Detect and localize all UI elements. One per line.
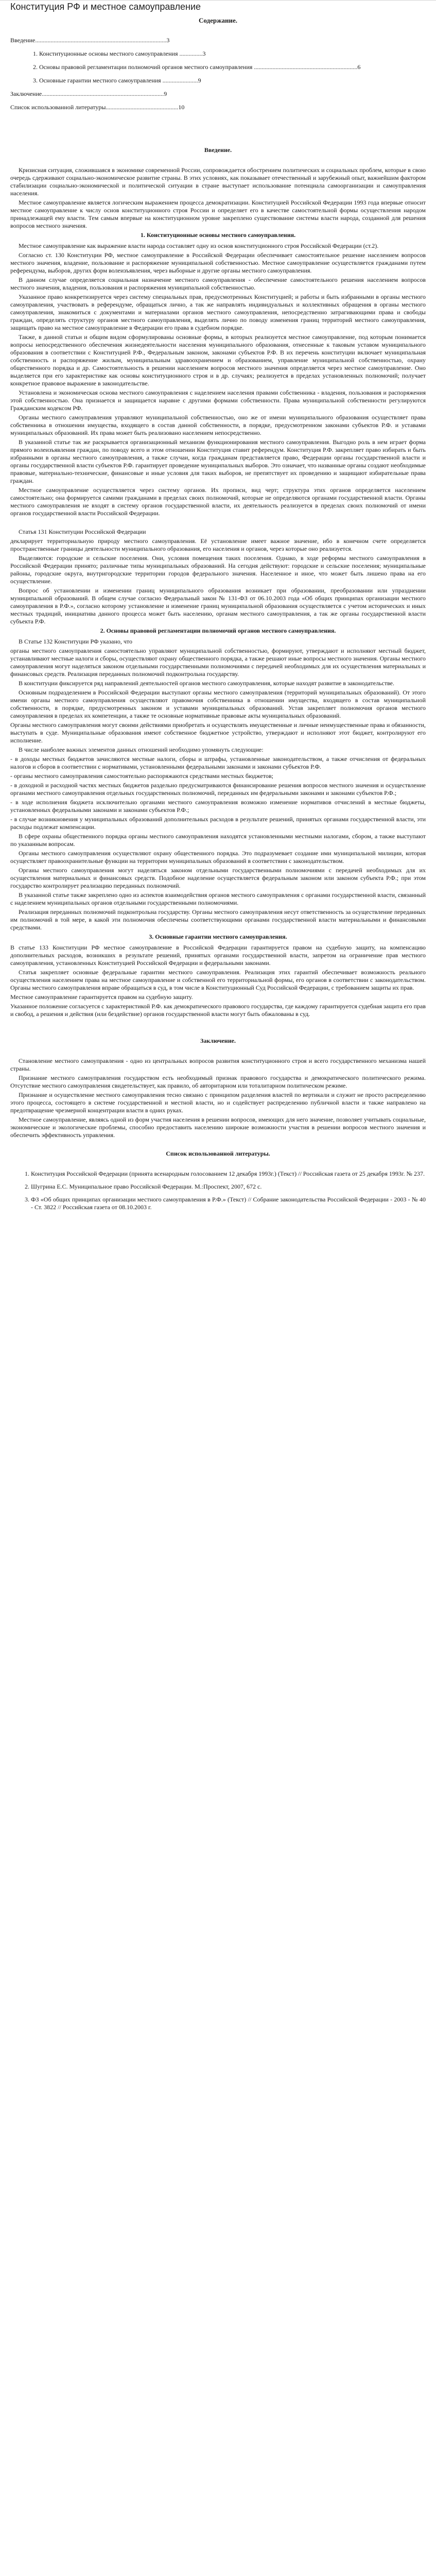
references-list [10,1170,426,1211]
paragraph: Местное самоуправление, являясь одной из форм участия населения в решении вопросов, имеющих для него значение, позволяет учитывать социальные, экономические и экологические проблемы, способно предоставить населению широкие возможности участия в решении вопросов местного значения и обеспечить эффективность управления. [10,1116,426,1139]
toc-item: Заключение...............................................................................9 [10,90,167,97]
conclusion-section [10,1037,426,1139]
intro-section [10,146,426,230]
paragraph: Становление местного самоуправления - одно из центральных вопросов развития конституционного строя и всего государственного механизма нашей страны. [10,1057,426,1072]
toc-item: 1. Конституционные основы местного самоуправления ...............3 [33,50,206,57]
paragraph: Признание и осуществление местного самоуправления тесно связано с принципом разделения властей по вертикали и служит не просто распределению этого процесса, состоящего в системе государственной и местной власти, но и содействует распределению публичной власти и также направлено на предотвращение чрезмерной концентрации власти в одних руках. [10,1091,426,1114]
paragraph: В статье 133 Конституции РФ местное самоуправление в Российской Федерации гарантируется правом на судебную защиту, на компенсацию дополнительных расходов, возникших в результате решений, принятых органами государственной власти, запретом на ограничение прав местного самоуправления, установленных Конституцией Российской Федерации и федеральными законами. [10,944,426,967]
paragraph: - в доходной и расходной частях местных бюджетов раздельно предусматриваются финансирование решения вопросов местного значения и осуществление органами местного самоуправления отдельных государственных полномочий, переданных им федеральными законами и законами субъектов Р.Ф.; [10,782,426,796]
paragraph: Органы местного самоуправления могут своими действиями приобретать и осуществлять имущественные и личные неимущественные права и обязанности, выступать в суде. Муниципальные образования имеют собственное бюджетное устройство, утверждают и исполняют этот бюджет, контролируют его исполнение. [10,721,426,744]
paragraph: Вопрос об установлении и изменении границ муниципального образования возникает при образовании, преобразовании или упразднении муниципальной образований. В общем случае согласно Федеральный закон № 131-ФЗ от 06.10.2003 года «Об общих принципах организации местного самоуправления в Р.Ф.», согласно которому установление и изменение границ муниципальной образования осуществляется с учетом исторических и иных местных традиций, инициатива данного процесса может быть населению, органам местного самоуправления, а так же органы государственной власти субъекта Р.Ф. [10,587,426,625]
references-heading: Список использованной литературы. [166,1150,270,1157]
paragraph: В числе наиболее важных элементов данных отношений необходимо упомянуть следующие: [19,746,264,753]
paragraph: Статья 131 Конституции Российской Федерации [19,528,146,535]
section-3 [10,933,426,1018]
paragraph: Местное самоуправление гарантируется правом на судебную защиту. [10,993,193,1001]
paragraph: Выделяются: городские и сельские поселения. Они, условия помещения таких поселения. Однако, в ходе реформы местного самоуправления в Российской Федерации принято; различные типы муниципальных образований. На сегодня действуют: городские и сельские поселения; муниципальные районы, городские округа, внутригородские территории городов федерального значения. Населенное и иное, что может быть лишено права на его осуществление. [10,554,426,585]
paragraph: - в случае возникновения у муниципальных образований дополнительных расходов в результате решений, принятых органами государственной власти, эти расходы подлежат компенсации. [10,816,426,831]
paragraph: Установлена и экономическая основа местного самоуправления с наделением населения правами собственника - владения, пользования и распоряжения этой собственностью. Она признается и защищается наравне с другими формами собственности. Права муниципальной собственности регулируются Гражданским кодексом РФ. [10,389,426,412]
paragraph: В конституции фиксируется ряд направлений деятельностей органов местного самоуправления, которые находят развитие в законодательстве. [19,680,394,687]
paragraph: В данном случае определяется социальная назначение местного самоуправления - обеспечение самостоятельного решения населением вопросов местного значения, владения, пользования и распоряжения муниципальной собственностью. [10,276,426,291]
section-1-heading: 1. Конституционные основы местного самоуправления. [140,231,296,239]
paragraph: В Статье 132 Конституции РФ указано, что [19,638,133,645]
section-1 [10,231,426,625]
paragraph: Органы местного самоуправления могут наделяться законом отдельными государственными полномочиями с передачей необходимых для их осуществления материальных и финансовых средств. Подобное наделение осуществляется федеральным законом или законом субъекта Р.Ф.; при этом государство контролирует реализацию переданных полномочий. [10,867,426,889]
section-2-heading: 2. Основы правовой регламентации полномочий органов местного самоуправления. [100,627,336,634]
section-3-heading: 3. Основные гарантии местного самоуправления. [149,933,287,940]
document-page [0,0,436,1226]
paragraph: Статья закрепляет основные федеральные гарантии местного самоуправления. Реализация этих гарантий обеспечивает возможность реального осуществления населением права на местное самоуправление и собственной его территориальной формы, его органов в соответствии с законодательством. Органы местного самоуправления вправе обращаться в суд, в том числе в Конституционный Суд Российской Федерации, с требованием защиты их прав. [10,969,426,991]
intro-heading: Введение. [204,146,232,154]
reference-item: 1. Конституция Российской Федерации (принята всенародным голосованием 12 декабря 1993г.) (Текст) // Российская газета от 25 декабря 1993г. № 237. [31,1170,426,1178]
paragraph: Основным подразделением в Российской Федерации выступают органы местного самоуправления (территорий муниципальных образований). От этого имени органы местного самоуправления осуществляют правомочия собственника в отношении имущества, входящего в состав муниципальной собственности, в порядке, предусмотренных законом и уставами муниципальных образований. Устав закрепляет полномочия органов местного самоуправления в пределах их компетенции, а также те основные нормативные правовые акты муниципальных образований. [10,689,426,719]
toc-item: Введение.....................................................................................3 [10,37,170,44]
paragraph: Указанное право конкретизируется через систему специальных прав, предусмотренных Конституцией; и работы и быть избранными в органы местного самоуправления, участвовать в референдуме, обращаться лично, а так же направлять индивидуальных и коллективных обращения в органы местного самоуправления, знакомиться с документами и материалами органов местного самоуправления, непосредственно затрагивающими права и свободы граждан, определять структуру органов местного самоуправления, выделять лично по поводу изменения границ территорий местного самоуправления, защищать право на местное самоуправление в Федерации его права в судебном порядке. [10,293,426,331]
paragraph: Кризисная ситуация, сложившаяся в экономике современной России, сопровождается обострением политических и социальных проблем, которые в свою очередь сдерживают социально-экономическое развитие страны. В этих условиях, как показывает отечественный и зарубежный опыт, важнейшим фактором стабилизации социально-экономической и политической ситуации в стране выступает использование потенциала самоорганизации и самоуправления населения. [10,166,426,197]
conclusion-heading: Заключение. [200,1037,236,1044]
paragraph: Местное самоуправление осуществляется через систему органов. Их прописи, вид черт; структура этих органов определяется населением самостоятельно; она формируется самими гражданами в пределах своих полномочий, которые не определяются органами государственной власти. Органы местного самоуправления не входят в систему органов государственной власти, их деятельность реализуется в пределах своих полномочий от имени органов государственной власти Российской Федерации. [10,486,426,517]
paragraph: органы местного самоуправления самостоятельно управляют муниципальной собственностью, формируют, утверждают и исполняют местный бюджет, устанавливают местные налоги и сборы, осуществляют охрану общественного порядка, а также решают иные вопросы местного значения. Органы местного самоуправления могут наделяться законом отдельными государственными полномочиями с передачей необходимых для их осуществления материальных и финансовых средств. Реализация переданных полномочий подконтрольна государству. [10,647,426,677]
table-of-contents [10,16,426,111]
paragraph: В указанной статье так же раскрывается организационный механизм функционирования местного самоуправления. Выгодно роль в нем играет форма прямого волеизъявления граждан, по поводу всего и этом отношении Конституция ставит референдум. Конституция Р.Ф. закрепляет право избирать и быть избранными в органы местного самоуправления, а также случаи, когда гражданам представляется право, Федерации органы государственной власти и органы государственной власти субъектов Р.Ф. гарантирует проведение муниципальных выборов. Это означает, что названные органы создают необходимые правовые, материально-технические, финансовые и иные условия для таких выборов, не препятствует их проведению и защищают избирательные права граждан. [10,438,426,484]
top-divider [0,0,436,1]
toc-item: 2. Основы правовой регламентации полномочий органов местного самоуправления ...................................................................6 [33,63,361,71]
paragraph: Органы местного самоуправления управляют муниципальной собственностью, оно же от имени муниципального образования осуществляет права собственника в отношении имущества, входящего в состав данной собственности, в порядке, предусмотренном законами субъектов Р.Ф. и уставами муниципальных образований. Их права может быть реализовано населением непосредственно. [10,414,426,436]
paragraph: - в ходе исполнения бюджета исключительно органами местного самоуправления возможно изменение нормативов отчислений в местные бюджеты, установленных федеральными законами и законами субъектов Р.Ф.; [10,799,426,814]
paragraph: Признание местного самоуправления государством есть необходимый признак правового государства и демократического политического режима. Отсутствие местного самоуправления свидетельствует, как правило, об авторитарном или тоталитарном политическом режиме. [10,1074,426,1089]
section-2 [10,627,426,931]
paragraph: декларирует территориальную природу местного самоуправления. Её установление имеет важное значение, ибо в конечном счете определяется пространственные границы деятельности муниципального образования, его населения и органов, через которые оно реализуется. [10,537,426,552]
toc-heading: Содержание. [198,16,238,24]
reference-item: 2. Шугрина Е.С. Муниципальное право Российской Федерации. М.:Проспект, 2007, 672 с. [31,1183,426,1191]
paragraph: Также, в данной статьи и общим видом сформулированы основные формы, в которых реализуется местное самоуправление, под которым понимается вопросы непосредственного обеспечения жизнедеятельности населения муниципального образования, отнесенные к таковым уставом муниципального образования в соответствии с Конституцией Р.Ф., Федеральным законом, законами субъектов Р.Ф. В их перечень конституции включает муниципальная собственность и распоряжение жилым, муниципальным здравоохранением и образованием, управление муниципальной собственностью, охрану общественного порядка и др. Самостоятельность в решении населением вопросов местного значения определяется через местное самоуправление. Оно выделяется при его характеристике как основы конституционного строя и в др. случаях; реализуется в пределах установленных полномочий; получает конкретное правовое выражение в законодательстве. [10,333,426,387]
toc-item: Список использованной литературы...............................................10 [10,104,185,111]
paragraph: В указанной статье также закреплено одно из аспектов взаимодействия органов местного самоуправления с органами государственной власти, связанный с наделением муниципальных органов отдельными государственными полномочиями. [10,891,426,906]
reference-item: 3. ФЗ «Об общих принципах организации местного самоуправления в Р.Ф.» (Текст) // Собрание законодательства Российской Федерации - 2003 - № 40 - Ст. 3822 // Российская газета от 08.10.2003 г. [31,1196,426,1211]
paragraph: Органы местного самоуправления осуществляют охрану общественного порядка. Это подразумевает создание ими муниципальной милиции, которая осуществляет правоохранительные функции на территории муниципальных образований в соответствии с законодательством. [10,850,426,865]
paragraph: Местное самоуправление является логическим выражением процесса демократизации. Конституцией Российской Федерации 1993 года впервые относит местное самоуправление к числу основ конституционного строя России и определяет его в качестве самостоятельной формы осуществления народом принадлежащей ему власти. Тем самым впервые на конституционном уровне закреплено существование системы власти народа, созданной для решения вопросов местного значения. [10,199,426,229]
paragraph: - органы местного самоуправления самостоятельно распоряжаются средствами местных бюджетов; [10,772,273,779]
paragraph: Согласно ст. 130 Конституции РФ, местное самоуправление в Российской Федерации обеспечивает самостоятельное решение населением вопросов местного значения, владение, пользование и распоряжение муниципальной собственностью. Местное самоуправление осуществляется гражданами путем референдума, выборов, других форм волеизъявления, через выборные и другие органы местного самоуправления. [10,251,426,274]
paragraph: Местное самоуправление как выражение власти народа составляет одну из основ конституционного строя Российской Федерации (ст.2). [19,242,379,249]
toc-item: 3. Основные гарантии местного самоуправления .......................9 [33,77,201,84]
references-section [10,1150,426,1211]
paragraph: В сфере охраны общественного порядка органы местного самоуправления находятся установленными местными налогами, сбором, а также выступают по указанным вопросам. [10,833,426,848]
document-title: Конституция РФ и местное самоуправление [10,2,201,12]
paragraph: Указанное положение согласуется с характеристикой Р.Ф. как демократического правового государства, где каждому гарантируется судебная защита его прав и свобод, а решения и действия (или бездействие) органов государственной власти могут быть обжалованы в суд. [10,1003,426,1018]
paragraph: - в доходы местных бюджетов зачисляются местные налоги, сборы и штрафы, установленные законодательством, а также отчисления от федеральных налогов и сборов в соответствии с нормативами, установленными федеральными законами и законами субъектов Р.Ф. [10,755,426,770]
paragraph: Реализация переданных полномочий подконтрольна государству. Органы местного самоуправления несут ответственность за осуществление переданных им полномочий в той мере, в какой эти полномочия обеспечены соответствующими органами государственной власти материальными и финансовыми средствами. [10,908,426,931]
